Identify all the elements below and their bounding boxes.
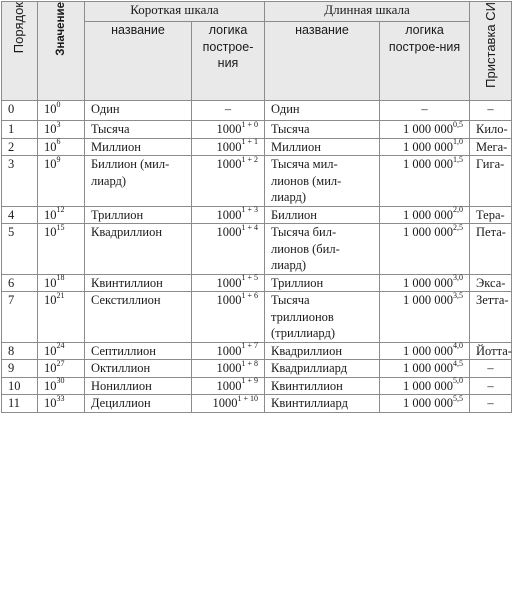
si-prefix-cell: Пета-	[470, 224, 512, 275]
order-cell: 10	[2, 377, 38, 395]
short-name-cell: Триллион	[85, 206, 192, 224]
header-short-name: название	[85, 22, 192, 101]
value-cell: $10^{27}$	[38, 360, 85, 378]
long-logic-cell: 1 000 000$^{3,5}$	[380, 292, 470, 343]
table-row	[2, 274, 512, 292]
long-logic-cell: 1 000 000$^{2,5}$	[380, 224, 470, 275]
value-cell: $10^{33}$	[38, 395, 85, 413]
short-logic-cell: $1000^{1 + 8}$	[192, 360, 265, 378]
short-name-cell: Миллион	[85, 138, 192, 156]
short-logic-cell: $1000^{1 + 0}$	[192, 121, 265, 139]
header-long-name: название	[265, 22, 380, 101]
long-logic-cell: 1 000 000$^{5,0}$	[380, 377, 470, 395]
long-logic-cell: 1 000 000$^{1,0}$	[380, 138, 470, 156]
si-prefix-cell: Кило-	[470, 121, 512, 139]
short-logic-cell: $1000^{1 + 1}$	[192, 138, 265, 156]
order-cell: 8	[2, 342, 38, 360]
short-name-cell: Септиллион	[85, 342, 192, 360]
short-name-cell: Октиллион	[85, 360, 192, 378]
table-body	[2, 101, 512, 413]
order-cell: 2	[2, 138, 38, 156]
header-long-logic: логика построе-ния	[380, 22, 470, 101]
table-row	[2, 360, 512, 378]
short-logic-cell: $1000^{1 + 4}$	[192, 224, 265, 275]
order-cell: 0	[2, 101, 38, 121]
table-row	[2, 156, 512, 207]
table-row	[2, 121, 512, 139]
long-logic-cell: 1 000 000$^{0,5}$	[380, 121, 470, 139]
si-prefix-cell: Йотта-	[470, 342, 512, 360]
header-short-scale: Короткая шкала	[85, 2, 265, 22]
value-cell: $10^{21}$	[38, 292, 85, 343]
number-scales-table	[1, 1, 512, 413]
long-name-cell: Квадриллиард	[265, 360, 380, 378]
long-logic-cell: –	[380, 101, 470, 121]
order-cell: 9	[2, 360, 38, 378]
short-name-cell: Один	[85, 101, 192, 121]
short-logic-cell: –	[192, 101, 265, 121]
si-prefix-cell: Гига-	[470, 156, 512, 207]
long-name-cell: Квинтиллион	[265, 377, 380, 395]
short-logic-cell: $1000^{1 + 7}$	[192, 342, 265, 360]
short-name-cell: Биллион (мил-лиард)	[85, 156, 192, 207]
order-cell: 11	[2, 395, 38, 413]
short-name-cell: Квадриллион	[85, 224, 192, 275]
long-name-cell: Квадриллион	[265, 342, 380, 360]
si-prefix-cell: –	[470, 395, 512, 413]
value-cell: $10^9$	[38, 156, 85, 207]
long-name-cell: Биллион	[265, 206, 380, 224]
value-cell: $10^{30}$	[38, 377, 85, 395]
short-logic-cell: $1000^{1 + 3}$	[192, 206, 265, 224]
short-name-cell: Секстиллион	[85, 292, 192, 343]
value-cell: $10^{12}$	[38, 206, 85, 224]
long-name-cell: Тысяча триллионов (триллиард)	[265, 292, 380, 343]
header-value: Значение	[38, 2, 85, 101]
order-cell: 3	[2, 156, 38, 207]
table-row	[2, 395, 512, 413]
order-cell: 4	[2, 206, 38, 224]
table-row	[2, 224, 512, 275]
long-name-cell: Триллион	[265, 274, 380, 292]
header-order: Порядок	[2, 2, 38, 101]
si-prefix-cell: Тера-	[470, 206, 512, 224]
si-prefix-cell: Мега-	[470, 138, 512, 156]
long-name-cell: Миллион	[265, 138, 380, 156]
short-name-cell: Тысяча	[85, 121, 192, 139]
long-logic-cell: 1 000 000$^{2,0}$	[380, 206, 470, 224]
long-name-cell: Тысяча	[265, 121, 380, 139]
long-logic-cell: 1 000 000$^{3,0}$	[380, 274, 470, 292]
short-logic-cell: $1000^{1 + 6}$	[192, 292, 265, 343]
order-cell: 6	[2, 274, 38, 292]
short-logic-cell: $1000^{1 + 5}$	[192, 274, 265, 292]
value-cell: $10^0$	[38, 101, 85, 121]
long-name-cell: Один	[265, 101, 380, 121]
order-cell: 7	[2, 292, 38, 343]
short-logic-cell: $1000^{1 + 10}$	[192, 395, 265, 413]
value-cell: $10^{24}$	[38, 342, 85, 360]
header-short-logic: логика построе-ния	[192, 22, 265, 101]
table-row	[2, 342, 512, 360]
value-cell: $10^{18}$	[38, 274, 85, 292]
value-cell: $10^{15}$	[38, 224, 85, 275]
table-row	[2, 292, 512, 343]
table-row	[2, 101, 512, 121]
table-row	[2, 138, 512, 156]
short-name-cell: Дециллион	[85, 395, 192, 413]
short-name-cell: Квинтиллион	[85, 274, 192, 292]
long-logic-cell: 1 000 000$^{1,5}$	[380, 156, 470, 207]
header-long-scale: Длинная шкала	[265, 2, 470, 22]
si-prefix-cell: Зетта-	[470, 292, 512, 343]
si-prefix-cell: –	[470, 360, 512, 378]
si-prefix-cell: –	[470, 377, 512, 395]
si-prefix-cell: –	[470, 101, 512, 121]
table-row	[2, 206, 512, 224]
table-header	[2, 2, 512, 101]
header-si-prefix: Приставка СИ	[470, 2, 512, 101]
value-cell: $10^6$	[38, 138, 85, 156]
order-cell: 5	[2, 224, 38, 275]
short-logic-cell: $1000^{1 + 2}$	[192, 156, 265, 207]
value-cell: $10^3$	[38, 121, 85, 139]
long-name-cell: Тысяча бил-лионов (бил-лиард)	[265, 224, 380, 275]
order-cell: 1	[2, 121, 38, 139]
long-logic-cell: 1 000 000$^{4,0}$	[380, 342, 470, 360]
long-name-cell: Квинтиллиард	[265, 395, 380, 413]
long-logic-cell: 1 000 000$^{5,5}$	[380, 395, 470, 413]
short-logic-cell: $1000^{1 + 9}$	[192, 377, 265, 395]
short-name-cell: Нониллион	[85, 377, 192, 395]
long-name-cell: Тысяча мил-лионов (мил-лиард)	[265, 156, 380, 207]
table-row	[2, 377, 512, 395]
si-prefix-cell: Экса-	[470, 274, 512, 292]
long-logic-cell: 1 000 000$^{4,5}$	[380, 360, 470, 378]
